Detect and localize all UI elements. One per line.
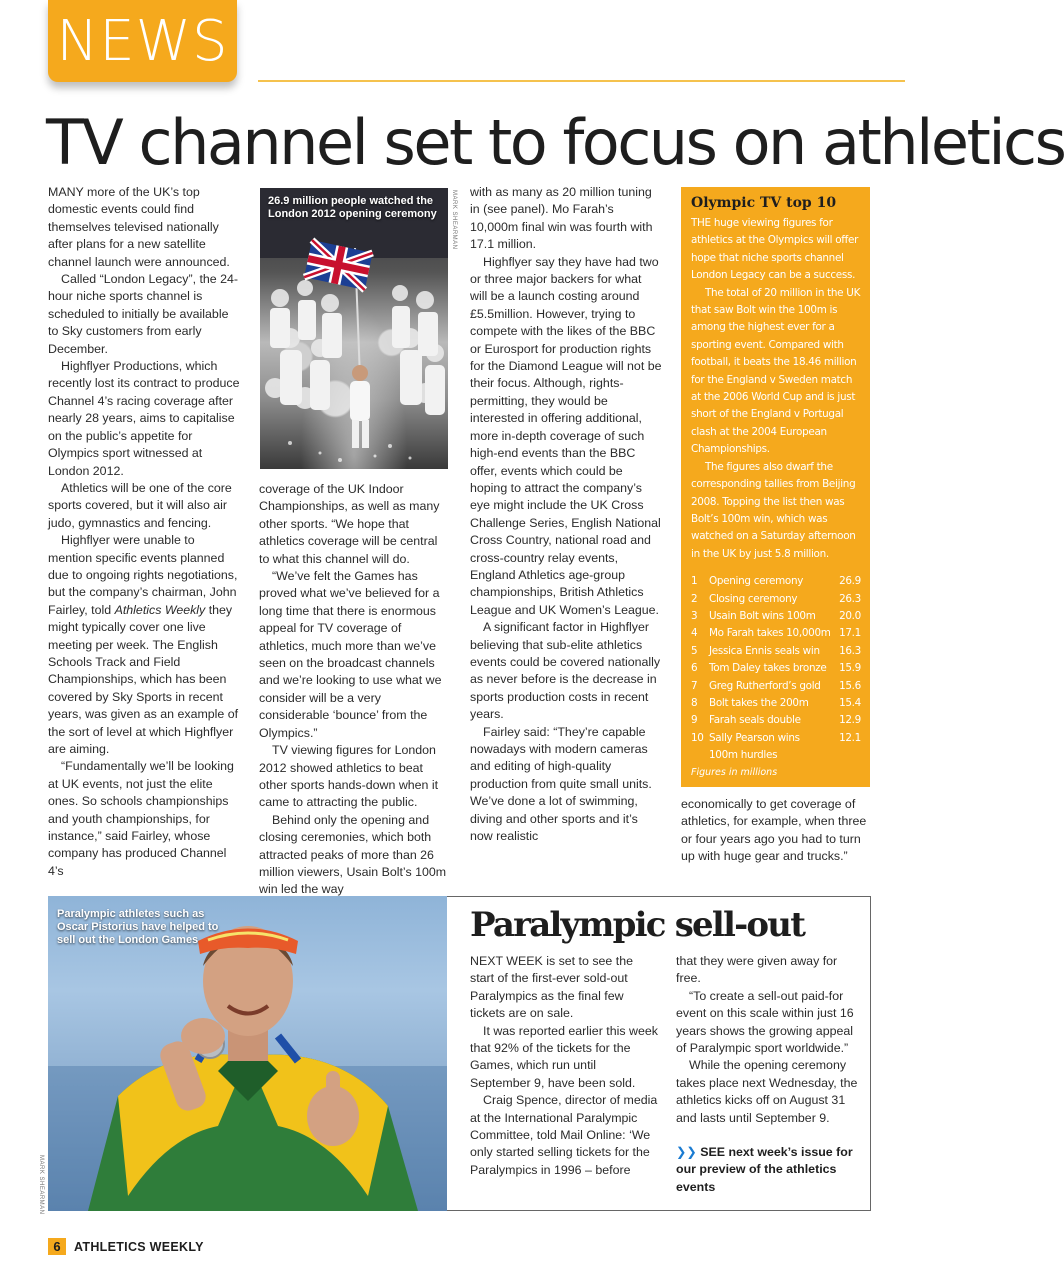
paralympic-column-2 — [676, 953, 864, 1196]
top10-rank: 8 — [691, 696, 698, 709]
paragraph: A significant factor in Highflyer believing that sub-elite athletics events could be covered nationally as never before is the decrease in sports production costs in recent years. — [470, 620, 661, 722]
paragraph: Craig Spence, director of media at the International Paralympic Committee, told Mail Online: ‘We only started selling tickets for the Paralympics in 1996 – before — [470, 1093, 658, 1177]
double-chevron-icon: ❯❯ — [676, 1145, 697, 1160]
top10-rank: 5 — [691, 644, 698, 657]
article-column-3 — [470, 184, 662, 845]
top10-row — [691, 712, 861, 729]
paragraph: While the opening ceremony takes place next Wednesday, the athletics kicks off on August 31 and lasts until September 9. — [676, 1058, 858, 1125]
top10-value: 26.9 — [839, 575, 861, 588]
top10-value: 15.4 — [839, 696, 861, 709]
panel-note: Figures in millions — [691, 766, 778, 778]
top10-value: 17.1 — [839, 627, 861, 640]
paragraph: Fairley said: “They’re capable nowadays with modern cameras and editing of high-quality production from quite small units. We’ve done a lot of swimming, diving and other sports and it’s now realistic — [470, 724, 652, 844]
top10-event: Mo Farah takes 10,000m — [709, 627, 831, 640]
paragraph: Highflyer say they have had two or three major backers for what will be a launch costing around £5.5million. However, trying to compete with the likes of the BBC or Eurosport for production rights for the Diamond League will not be their focus. Although, rights-permitting, they would be interested in offering additional, more in-depth coverage of such high-end events than the BBC offer, events which could be hoping to attract the company’s eye might include the UK Cross Challenge Series, English National Cross Country, national road and cross-country relay events, England Athletics age-group championships, British Athletics League and UK Women’s League. — [470, 254, 662, 617]
top10-value: 15.9 — [839, 662, 861, 675]
paragraph: with as many as 20 million tuning in (see panel). Mo Farah’s 10,000m final win was fourth with 17.1 million. — [470, 185, 653, 252]
magazine-name: Athletics Weekly — [114, 602, 206, 617]
panel-text — [691, 215, 861, 563]
top10-value: 12.1 — [839, 731, 861, 744]
paragraph: THE huge viewing figures for athletics at the Olympics will offer hope that niche sports channel London Legacy can be a success. — [691, 217, 859, 282]
paragraph: economically to get coverage of athletics, for example, when three or four years ago you had to turn up with huge gear and trucks.” — [681, 797, 867, 864]
top10-list — [691, 573, 861, 764]
page-footer — [48, 1238, 204, 1255]
photo-credit: MARK SHEARMAN — [38, 1155, 44, 1215]
top10-value: 16.3 — [839, 644, 861, 657]
paragraph: MANY more of the UK’s top domestic events could find themselves televised nationally after plans for a new satellite channel launch were announced. — [48, 185, 230, 269]
top10-rank: 9 — [691, 714, 698, 727]
top10-rank: 1 — [691, 575, 698, 588]
opening-ceremony-photo — [260, 188, 448, 469]
article-column-4 — [681, 796, 871, 866]
magazine-name: ATHLETICS WEEKLY — [74, 1239, 204, 1254]
top10-row — [691, 608, 861, 625]
crowd-illustration — [260, 188, 448, 469]
top10-rank: 3 — [691, 609, 698, 622]
paragraph: It was reported earlier this week that 92% of the tickets for the Games, which run until September 9, have been sold. — [470, 1023, 658, 1090]
paragraph: “To create a sell-out paid-for event on this scale within just 16 years shows the growing appeal of Paralympic sport worldwide.” — [676, 988, 854, 1056]
top10-rank: 6 — [691, 662, 698, 675]
top10-event: Closing ceremony — [709, 592, 798, 605]
paragraph: The total of 20 million in the UK that saw Bolt win the 100m is among the highest ever for a sporting event. Compared with football, it beats the 18.46 million for the England v Sweden match at the 2006 World Cup and is just short of the England v Portugal clash at the 2004 European Championships. — [691, 286, 861, 456]
top10-row — [691, 695, 861, 712]
paragraph: The figures also dwarf the corresponding tallies from Beijing 2008. Topping the list then was Bolt’s 100m win, which was watched on a Saturday afternoon in the UK by just 5.8 million. — [691, 460, 856, 560]
photo-credit: MARK SHEARMAN — [451, 190, 457, 250]
paragraph: Called “London Legacy”, the 24-hour niche sports channel is scheduled to initially be available to Sky customers from early December. — [48, 272, 239, 356]
paragraph: Highflyer Productions, which recently lost its contract to produce Channel 4’s racing coverage after nearly 28 years, aims to capitalise on the public’s appetite for Olympics sport witnessed at London 2012. — [48, 359, 240, 478]
top10-row — [691, 591, 861, 608]
page-number: 6 — [48, 1238, 66, 1255]
top10-value: 20.0 — [839, 609, 861, 622]
header-rule — [258, 80, 905, 82]
olympic-tv-top10-panel — [681, 187, 870, 787]
top10-row — [691, 730, 861, 765]
top10-event: Tom Daley takes bronze — [709, 662, 827, 675]
top10-row — [691, 678, 861, 695]
top10-row — [691, 573, 861, 590]
photo-caption: Paralympic athletes such as Oscar Pistorius have helped to sell out the London Games — [57, 908, 219, 946]
top10-event: Greg Rutherford’s gold — [709, 679, 821, 692]
paragraph: Athletics will be one of the core sports covered, but it will also air judo, gymnastics and fencing. — [48, 480, 232, 530]
paragraph: “We’ve felt the Games has proved what we’ve believed for a long time that there is enormous appeal for TV coverage of athletics, much more than we’ve seen on the broadcast channels and we’re looking to use what we consider will be a very considerable ‘bounce’ from the Olympics.” — [259, 569, 442, 740]
top10-row — [691, 643, 861, 660]
top10-value: 26.3 — [839, 592, 861, 605]
article-column-2 — [259, 481, 451, 899]
article-column-1 — [48, 184, 240, 880]
paragraph: that they were given away for free. — [676, 954, 838, 986]
section-tab-news: NEWS — [48, 0, 237, 82]
top10-event: Jessica Ennis seals win — [709, 644, 820, 657]
paragraph: TV viewing figures for London 2012 showed athletics to beat other sports hands-down when it came to attracting the public. — [259, 743, 439, 810]
top10-event: Bolt takes the 200m — [709, 696, 809, 709]
paragraph: Highflyer were unable to mention specific events planned due to ongoing rights negotiations, but the company’s chairman, John Fairley, told Athletics Weekly they might typically cover one live meeting per week. The English Schools Track and Field Championships, which has been covered by Sky Sports in recent years, was given as an example of the sort of level at which Highflyer are aiming. — [48, 533, 239, 756]
top10-rank: 10 — [691, 731, 704, 744]
top10-event: Opening ceremony — [709, 575, 804, 588]
paragraph: Behind only the opening and closing ceremonies, which both attracted peaks of more than 26 million viewers, Usain Bolt’s 100m win led the way — [259, 812, 447, 897]
top10-event: Sally Pearson wins 100m hurdles — [709, 731, 800, 762]
top10-value: 15.6 — [839, 679, 861, 692]
photo-caption: 26.9 million people watched the London 2012 opening ceremony — [268, 195, 437, 220]
see-next-week — [676, 1144, 864, 1196]
top10-row — [691, 625, 861, 642]
top10-rank: 4 — [691, 627, 698, 640]
paragraph: “Fundamentally we’ll be looking at UK events, not just the elite ones. So schools championships and youth championships, for instance,” said Fairley, whose company has produced Channel 4’s — [48, 759, 234, 878]
panel-title: Olympic TV top 10 — [691, 195, 837, 211]
top10-rank: 2 — [691, 592, 698, 605]
top10-event: Usain Bolt wins 100m — [709, 609, 816, 622]
top10-value: 12.9 — [839, 714, 861, 727]
see-next-text: SEE next week’s issue for our preview of the athletics events — [676, 1145, 853, 1194]
paragraph: NEXT WEEK is set to see the start of the first-ever sold-out Paralympics as the final few tickets are on sale. — [470, 954, 633, 1021]
top10-event: Farah seals double — [709, 714, 801, 727]
top10-row — [691, 660, 861, 677]
top10-rank: 7 — [691, 679, 698, 692]
paragraph: coverage of the UK Indoor Championships, as well as many other sports. “We hope that athletics coverage will be central to what this channel will do. — [259, 482, 440, 566]
paralympic-column-1 — [470, 953, 660, 1179]
pistorius-photo — [48, 896, 447, 1211]
headline: TV channel set to focus on athletics — [46, 106, 1064, 179]
paralympic-headline: Paralympic sell-out — [470, 905, 805, 945]
